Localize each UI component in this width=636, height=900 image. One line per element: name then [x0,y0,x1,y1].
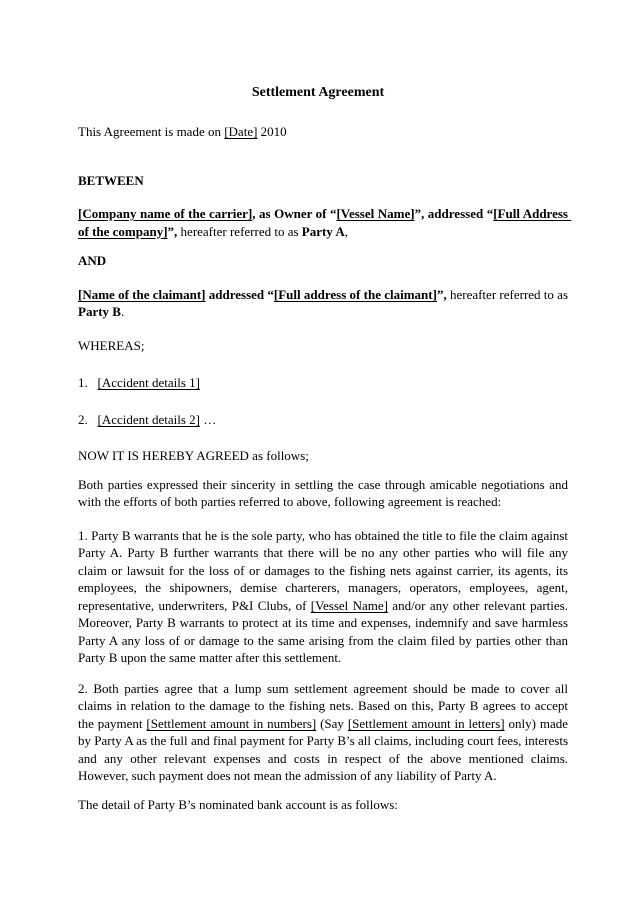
text-run-placeholder: [Vessel Name] [336,206,415,221]
text-run: ”, [436,286,447,302]
text-run-placeholder: [Accident details 1] [97,375,201,390]
clause-2-paragraph [78,680,572,785]
text-run-placeholder: [Settlement amount in letters] [347,715,505,731]
party-a-paragraph [78,205,572,240]
text-run-placeholder: [Full Address of the company] [78,206,572,239]
text-run: and/or any other relevant parties. Moreover, Party B warrants to protect at its time and expenses, indemnify and save harmless Party A any loss of or damage to the same arising from the claim filed by parties other than Party B upon the same matter after this settlement. [78,597,572,665]
party-b-paragraph [78,286,572,321]
between-heading [78,172,568,190]
now-agreed-line [78,447,568,465]
and-heading [78,252,568,270]
text-run: hereafter referred to as [446,286,572,302]
text-run: 2. [78,411,98,427]
text-run-placeholder: [Vessel Name] [310,597,388,613]
document-title: Settlement Agreement [251,85,385,100]
text-run: The detail of Party B’s nominated bank account is as follows: [78,796,398,812]
agreement-date-line [78,123,568,141]
text-run-placeholder: [Company name of the carrier] [78,206,253,221]
text-run: AND [78,253,107,268]
text-run: addressed “ [205,286,274,302]
text-run: . [120,304,125,319]
text-run: Both parties expressed their sincerity in settling the case through amicable negotiations and with the efforts of both parties referred to above, following agreement is reached: [78,476,572,509]
text-run: , as Owner of “ [252,206,337,221]
recital-item-1 [78,374,568,392]
text-run: 1. Party B warrants that he is the sole party, who has obtained the title to file the claim against Party A. Party B further warrants that there will be no any other parties who will file any claim or lawsuit for the loss of or damages to the fishing nets against carrier, its agents, its employees, the shipowners, demise charterers, managers, operators, employees, agent, representative, underwriters, P&I Clubs, of [78,527,572,613]
text-run: ”, addressed “ [414,206,494,221]
whereas-heading [78,337,568,355]
text-run: 2010 [257,124,287,139]
text-run-placeholder: [Full address of the claimant] [273,286,437,302]
text-run: … [200,411,217,427]
clause-1-paragraph [78,527,572,667]
text-run: only) made by Party A as the full and final payment for Party B’s all claims, including court fees, interests and any other relevant expenses and costs in respect of the above mentioned claims. However, such payment does not mean the admission of any liability of Party A. [78,715,572,783]
text-run-placeholder: [Date] [224,124,258,139]
text-run: 1. [78,375,98,390]
text-run: NOW IT IS HEREBY AGREED as follows; [78,448,309,463]
text-run: , [344,223,349,239]
text-run: 2. Both parties agree that a lump sum settlement agreement should be made to cover all claims in relation to the damage to the fishing nets. Based on this, Party B agrees to accept the payment [78,680,572,731]
bank-detail-line [78,796,568,814]
text-run: BETWEEN [78,172,144,188]
text-run: Party B [78,304,121,319]
text-run: hereafter referred to as [177,223,302,239]
text-run: This Agreement is made on [78,124,225,139]
preamble-paragraph [78,476,572,511]
text-run: Party A [301,223,345,239]
text-run-placeholder: [Accident details 2] [97,411,201,427]
recital-item-2 [78,411,568,429]
text-run: ”, [167,223,178,239]
text-run: WHEREAS; [78,337,145,353]
text-run-placeholder: [Name of the claimant] [78,286,206,302]
text-run: (Say [316,715,348,731]
text-run-placeholder: [Settlement amount in numbers] [146,715,317,731]
